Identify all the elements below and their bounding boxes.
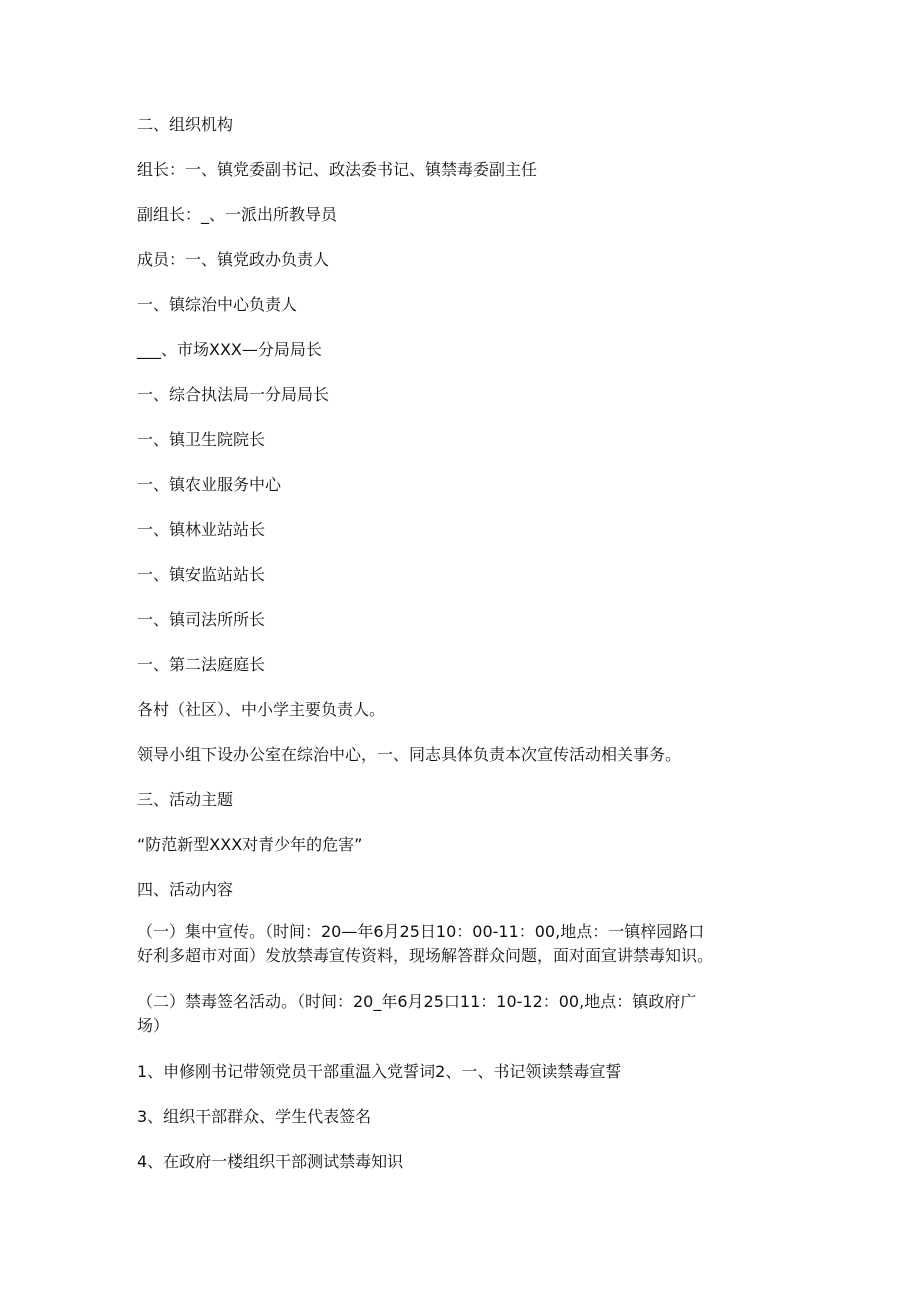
deputy-leader-line: 副组长：_、一派出所教导员 [137, 205, 338, 224]
content-paragraph-2 [137, 990, 787, 1038]
member-line: 一、镇安监站站长 [137, 565, 266, 584]
list-item: 4、在政府一楼组织干部测试禁毒知识 [137, 1152, 404, 1171]
member-line: 一、镇林业站站长 [137, 520, 266, 539]
heading-theme: 三、活动主题 [137, 790, 234, 809]
member-line: 一、镇农业服务中心 [137, 475, 282, 494]
office-line: 领导小组下设办公室在综治中心，一、同志具体负责本次宣传活动相关事务。 [137, 745, 682, 764]
paragraph-line: （一）集中宣传。（时间：20—年6月25日10：00-11：00,地点：一镇梓园路口 [137, 922, 705, 941]
list-item: 3、组织干部群众、学生代表签名 [137, 1107, 372, 1126]
member-line: 各村（社区）、中小学主要负责人。 [137, 700, 386, 719]
content-paragraph-1 [137, 920, 787, 968]
member-line: 一、综合执法局一分局局长 [137, 385, 330, 404]
member-line: 一、镇司法所所长 [137, 610, 266, 629]
member-line: 成员：一、镇党政办负责人 [137, 250, 330, 269]
paragraph-line: 场） [137, 1016, 170, 1035]
heading-organization: 二、组织机构 [137, 115, 234, 134]
heading-content: 四、活动内容 [137, 880, 234, 899]
paragraph-line: （二）禁毒签名活动。（时间：20_年6月25口11：10-12：00,地点：镇政府广 [137, 992, 697, 1011]
paragraph-line: 好利多超市对面）发放禁毒宣传资料，现场解答群众问题，面对面宣讲禁毒知识。 [137, 946, 714, 965]
theme-text: “防范新型XXX对青少年的危害” [137, 835, 363, 854]
member-line: 一、镇综治中心负责人 [137, 295, 298, 314]
member-line: ___、市场XXX—分局局长 [137, 340, 322, 359]
member-line: 一、镇卫生院院长 [137, 430, 266, 449]
member-line: 一、第二法庭庭长 [137, 655, 266, 674]
leader-line: 组长：一、镇党委副书记、政法委书记、镇禁毒委副主任 [137, 160, 538, 179]
list-item: 1、申修刚书记带领党员干部重温入党誓词2、一、书记领读禁毒宣誓 [137, 1062, 622, 1081]
